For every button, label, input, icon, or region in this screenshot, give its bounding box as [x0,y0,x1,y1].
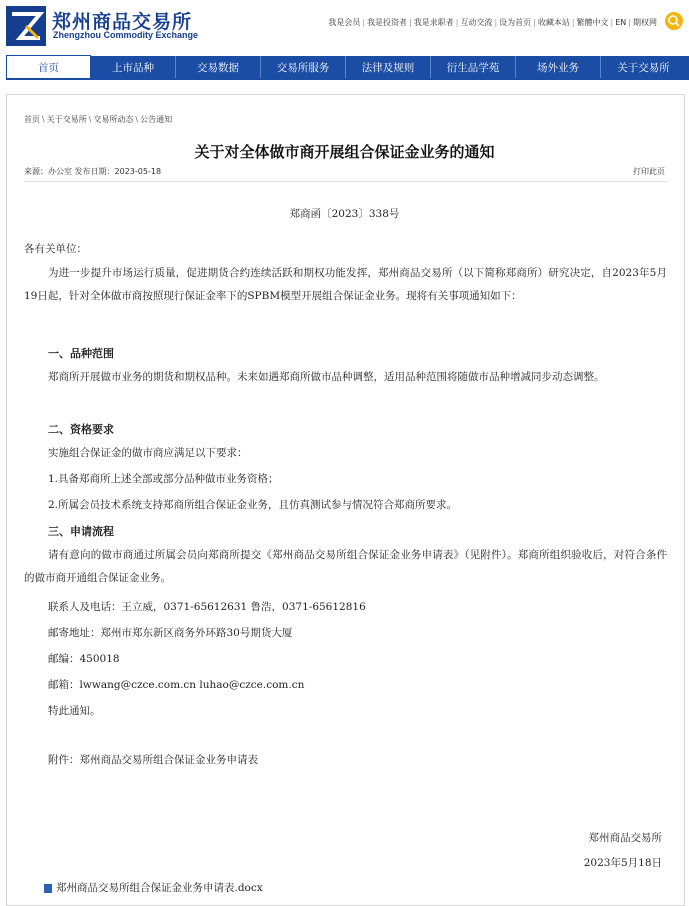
section-heading: 三、申请流程 [48,525,114,538]
section-body: 郑商所开展做市业务的期货和期权品种。未来如遇郑商所做市品种调整，适用品种范围将随做市品种增减同步动态调整。 [48,371,605,383]
list-item: 2.所属会员技术系统支持郑商所组合保证金业务，且仿真测试参与情况符合郑商所要求。 [48,499,458,511]
site-header [0,0,689,52]
brand-name-en: Zhengzhou Commodity Exchange [53,30,199,40]
nav-divider [6,78,689,80]
print-link[interactable]: 打印此页 [633,167,665,176]
closing-line: 特此通知。 [48,705,101,717]
section-body: 请有意向的做市商通过所属会员向郑商所提交《郑州商品交易所组合保证金业务申请表》（见附件）。郑商所组织验收后，对符合条件的做市商开通组合保证金业务。 [24,549,667,584]
divider [24,181,667,182]
page-title: 关于对全体做市商开展组合保证金业务的通知 [194,143,495,161]
breadcrumb-item[interactable]: 公告通知 [140,115,173,124]
nav-item-academy[interactable]: 衍生品学苑 [431,56,516,78]
nav-item-about[interactable]: 关于交易所 [617,61,670,74]
top-link[interactable]: 我是求职者 [413,18,454,27]
top-link[interactable]: 我是投资者 [367,18,408,27]
signer: 郑州商品交易所 [588,832,662,844]
breadcrumb-item[interactable]: 交易所动态 [93,115,134,124]
address-line: 邮寄地址：郑州市郑东新区商务外环路30号期货大厦 [48,627,293,639]
exchange-logo-icon[interactable] [6,6,46,46]
attachment-note: 附件：郑州商品交易所组合保证金业务申请表 [48,754,258,766]
top-link[interactable]: 互动交流 [460,18,493,27]
top-link[interactable]: 繁體中文 [576,18,609,27]
document-icon [44,884,52,893]
attachment-filename[interactable]: 郑州商品交易所组合保证金业务申请表.docx [56,882,263,894]
top-link[interactable]: 期权网 [633,18,657,27]
postcode-line: 邮编：450018 [48,653,120,665]
top-link[interactable]: 收藏本站 [537,18,570,27]
brand-name-cn[interactable]: 郑州商品交易所 [52,11,193,33]
nav-item-rules[interactable]: 法律及规则 [346,56,431,78]
list-item: 1.具备郑商所上述全部或部分品种做市业务资格； [48,473,279,485]
intro-paragraph: 为进一步提升市场运行质量，促进期货合约连续活跃和期权功能发挥，郑州商品交易所（以下简称郑商所）研究决定，自2023年5月19日起，针对全体做市商按照现行保证金率下的SPBM模型开展组合保证金业务。现将有关事项通知如下： [24,267,667,302]
top-links: 我是会员 | 我是投资者 | 我是求职者 | 互动交流 | 设为首页 | 收藏本站 | 繁體中文 | EN | 期权网 [328,18,657,27]
section-heading: 二、资格要求 [48,423,114,436]
section-heading: 一、品种范围 [48,347,114,360]
top-link[interactable]: EN [615,18,627,27]
search-icon[interactable] [665,12,683,30]
nav-item-trading-data[interactable]: 交易数据 [176,56,261,78]
top-link[interactable]: 我是会员 [328,18,361,27]
section-body: 实施组合保证金的做市商应满足以下要求： [48,447,248,459]
article-meta: 来源：办公室 发布日期：2023-05-18 [24,167,162,176]
email-line: 邮箱：lwwang@czce.com.cn luhao@czce.com.cn [48,679,305,691]
breadcrumb-item[interactable]: 关于交易所 [46,115,87,124]
breadcrumb: 首页 \ 关于交易所 \ 交易所动态 \ 公告通知 [24,115,173,124]
top-link[interactable]: 设为首页 [499,18,532,27]
attachment-link[interactable] [44,880,263,895]
breadcrumb-item[interactable]: 首页 [24,115,40,124]
nav-item-home[interactable]: 首页 [6,55,91,78]
doc-number: 郑商函〔2023〕338号 [289,208,400,220]
nav-item-services[interactable]: 交易所服务 [261,56,346,78]
nav-item-otc[interactable]: 场外业务 [516,56,601,78]
main-nav [6,56,689,78]
contact-line: 联系人及电话：王立威，0371-65612631 鲁浩，0371-65612816 [48,601,366,613]
salutation: 各有关单位： [24,243,87,255]
issue-date: 2023年5月18日 [583,857,662,869]
nav-item-products[interactable]: 上市品种 [91,56,176,78]
